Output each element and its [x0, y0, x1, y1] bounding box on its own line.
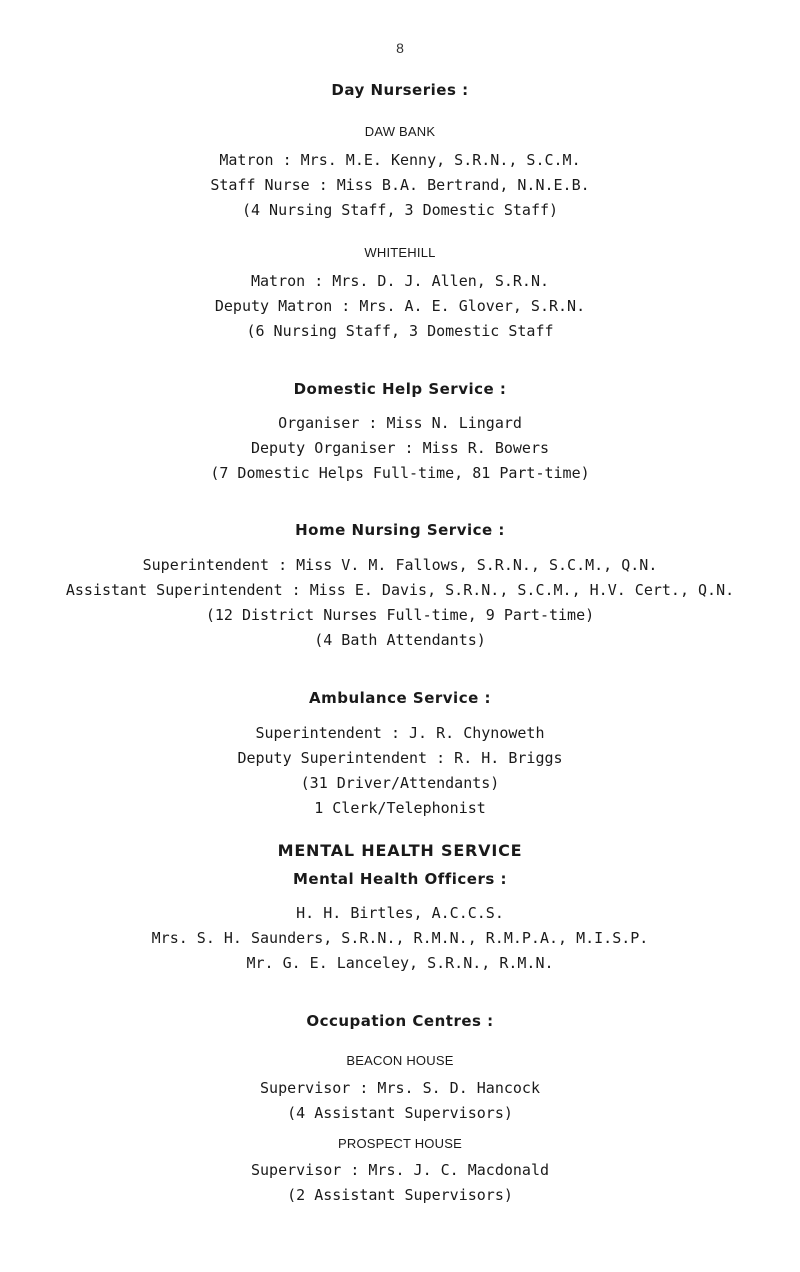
mental-health-line: Mr. G. E. Lanceley, S.R.N., R.M.N.: [246, 954, 554, 972]
whitehill-line: Deputy Matron : Mrs. A. E. Glover, S.R.N.: [214, 297, 586, 315]
home-nursing-line: (12 District Nurses Full-time, 9 Part-time): [205, 606, 595, 624]
ambulance-heading: Ambulance Service :: [309, 689, 491, 707]
domestic-help-line: Organiser : Miss N. Lingard: [278, 414, 522, 432]
ambulance-line: Deputy Superintendent : R. H. Briggs: [237, 749, 563, 767]
beacon-house-line: (4 Assistant Supervisors): [287, 1104, 513, 1122]
ambulance-line: Superintendent : J. R. Chynoweth: [255, 724, 545, 742]
home-nursing-line: Superintendent : Miss V. M. Fallows, S.R.N., S.C.M., Q.N.: [142, 556, 658, 574]
beacon-house-line: Supervisor : Mrs. S. D. Hancock: [260, 1079, 540, 1097]
prospect-house-line: Supervisor : Mrs. J. C. Macdonald: [250, 1161, 549, 1179]
beacon-house-title: BEACON HOUSE: [346, 1053, 454, 1068]
prospect-house-line: (2 Assistant Supervisors): [287, 1186, 513, 1204]
home-nursing-line: (4 Bath Attendants): [314, 631, 486, 649]
home-nursing-heading: Home Nursing Service :: [295, 521, 505, 539]
domestic-help-line: Deputy Organiser : Miss R. Bowers: [250, 439, 549, 457]
daw-bank-line: (4 Nursing Staff, 3 Domestic Staff): [241, 201, 559, 219]
domestic-help-line: (7 Domestic Helps Full-time, 81 Part-time): [210, 464, 590, 482]
whitehill-title: WHITEHILL: [364, 245, 436, 260]
home-nursing-line: Assistant Superintendent : Miss E. Davis, S.R.N., S.C.M., H.V. Cert., Q.N.: [65, 581, 735, 599]
ambulance-line: 1 Clerk/Telephonist: [314, 799, 486, 817]
daw-bank-title: DAW BANK: [364, 124, 436, 139]
ambulance-line: (31 Driver/Attendants): [300, 774, 500, 792]
occupation-centres-heading: Occupation Centres :: [306, 1012, 494, 1030]
page-number: 8: [396, 40, 404, 56]
daw-bank-line: Matron : Mrs. M.E. Kenny, S.R.N., S.C.M.: [219, 151, 581, 169]
mental-health-line: Mrs. S. H. Saunders, S.R.N., R.M.N., R.M.P.A., M.I.S.P.: [151, 929, 649, 947]
mental-health-line: H. H. Birtles, A.C.C.S.: [296, 904, 504, 922]
whitehill-line: (6 Nursing Staff, 3 Domestic Staff: [246, 322, 554, 340]
mental-health-heading: MENTAL HEALTH SERVICE: [277, 841, 523, 860]
whitehill-line: Matron : Mrs. D. J. Allen, S.R.N.: [250, 272, 549, 290]
mental-health-subheading: Mental Health Officers :: [292, 870, 508, 888]
daw-bank-line: Staff Nurse : Miss B.A. Bertrand, N.N.E.B.: [210, 176, 590, 194]
domestic-help-heading: Domestic Help Service :: [293, 380, 507, 398]
prospect-house-title: PROSPECT HOUSE: [338, 1136, 462, 1151]
day-nurseries-heading: Day Nurseries :: [331, 81, 469, 99]
